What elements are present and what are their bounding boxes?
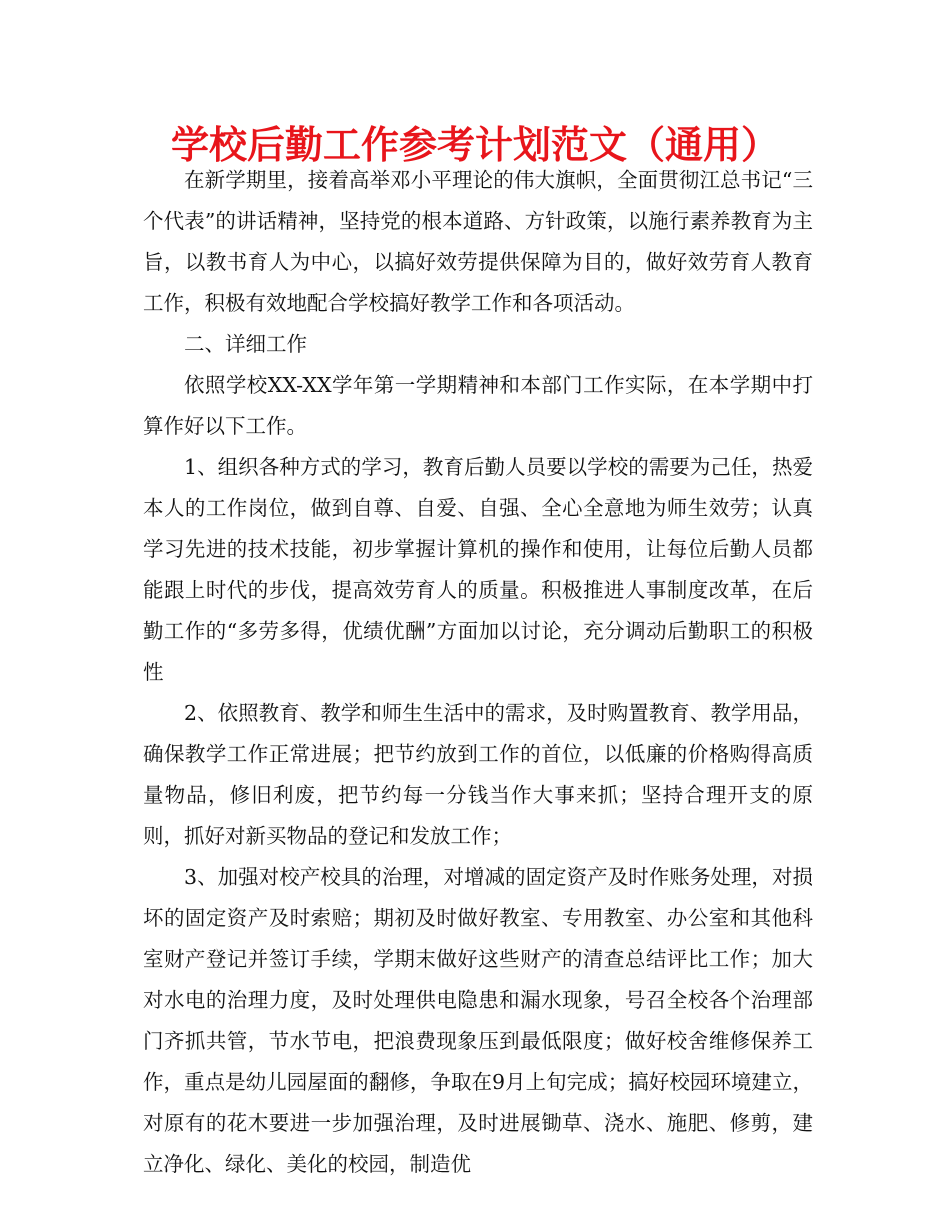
document-title: 学校后勤工作参考计划范文（通用） — [170, 123, 779, 167]
paragraph-item-2: 2、依照教育、教学和师生生活中的需求，及时购置教育、教学用品，确保教学工作正常进展；把节约放到工作的首位，以低廉的价格购得高质量物品，修旧利废，把节约每一分钱当作大事来抓；坚持合理开支的原则，抓好对新买物品的登记和发放工作； — [143, 701, 813, 848]
paragraph-section-heading: 二、详细工作 — [184, 332, 307, 356]
paragraph-intro: 在新学期里，接着高举邓小平理论的伟大旗帜，全面贯彻江总书记“三个代表”的讲话精神，坚持党的根本道路、方针政策，以施行素养教育为主旨，以教书育人为中心，以搞好效劳提供保障为目的，做好效劳育人教育工作，积极有效地配合学校搞好教学工作和各项活动。 — [143, 168, 813, 315]
paragraph-plan: 依照学校XX-XX学年第一学期精神和本部门工作实际，在本学期中打算作好以下工作。 — [143, 373, 813, 438]
document-body — [143, 160, 813, 1185]
paragraph-item-1: 1、组织各种方式的学习，教育后勤人员要以学校的需要为己任，热爱本人的工作岗位，做到自尊、自爱、自强、全心全意地为师生效劳；认真学习先进的技术技能，初步掌握计算机的操作和使用，让每位后勤人员都能跟上时代的步伐，提高效劳育人的质量。积极推进人事制度改革，在后勤工作的“多劳多得，优绩优酬”方面加以讨论，充分调动后勤职工的积极性 — [143, 455, 813, 684]
paragraph-item-3: 3、加强对校产校具的治理，对增减的固定资产及时作账务处理，对损坏的固定资产及时索赔；期初及时做好教室、专用教室、办公室和其他科室财产登记并签订手续，学期末做好这些财产的清查总结评比工作；加大对水电的治理力度，及时处理供电隐患和漏水现象，号召全校各个治理部门齐抓共管，节水节电，把浪费现象压到最低限度；做好校舍维修保养工作，重点是幼儿园屋面的翻修，争取在9月上旬完成；搞好校园环境建立，对原有的花木要进一步加强治理，及时进展锄草、浇水、施肥、修剪，建立净化、绿化、美化的校园，制造优 — [143, 865, 813, 1176]
